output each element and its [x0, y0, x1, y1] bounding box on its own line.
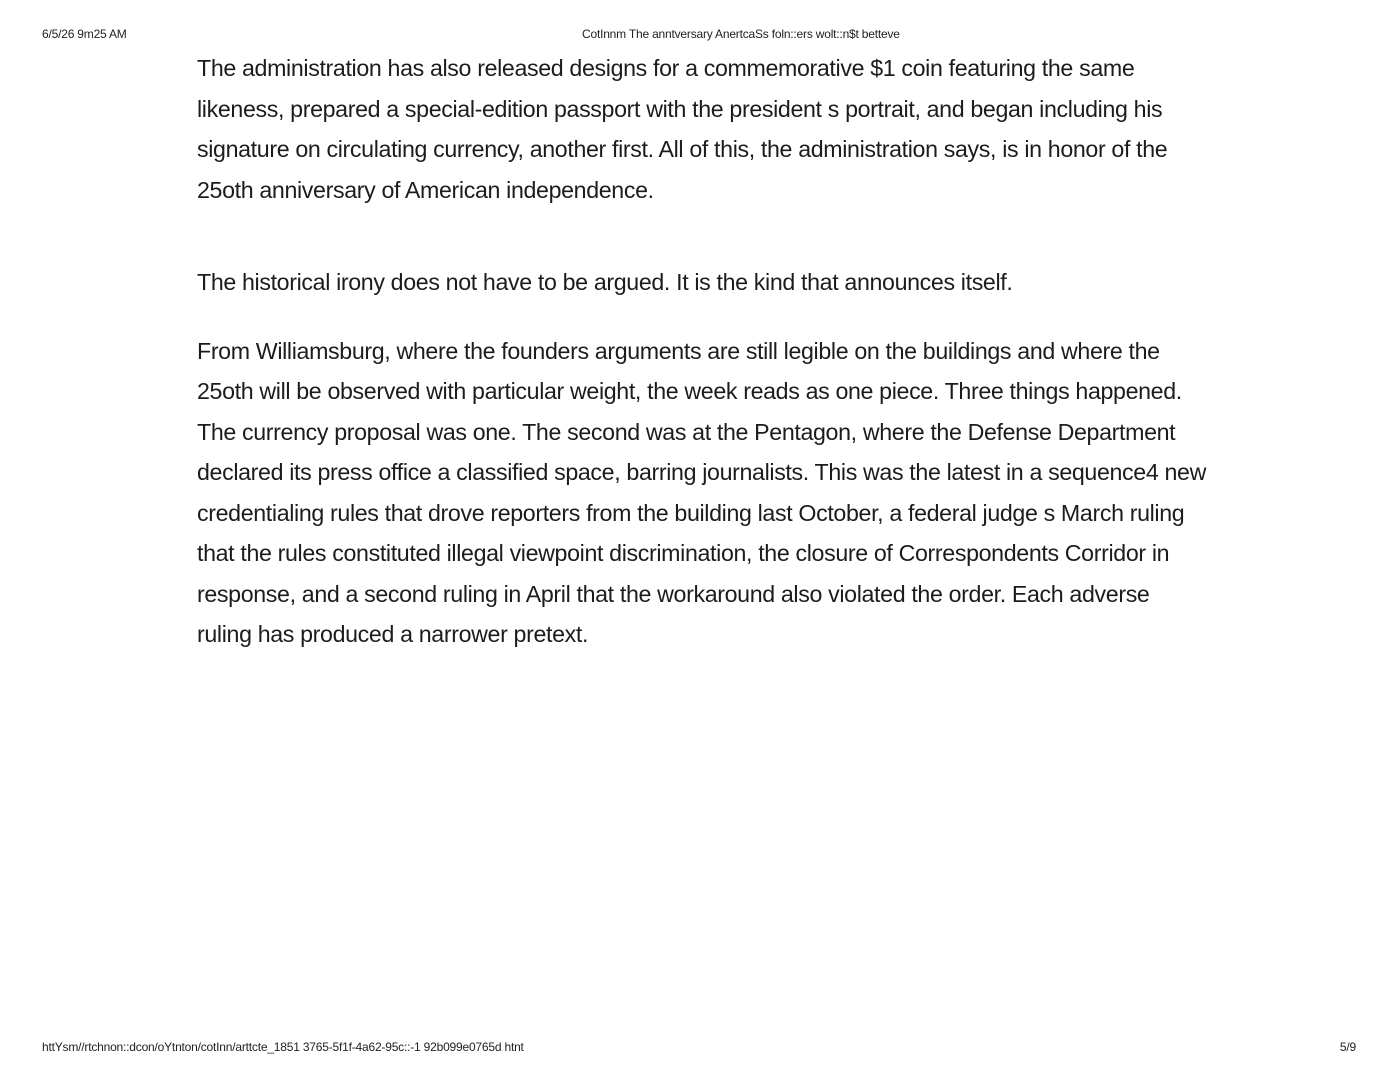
print-datetime: 6/5/26 9m25 AM [42, 27, 127, 41]
print-footer [42, 1040, 1356, 1058]
print-page-title: CotInnm The anntversary AnertcaSs foln::ers wolt::n$t betteve [582, 27, 900, 41]
article-body [197, 48, 1207, 655]
article-paragraph: From Williamsburg, where the founders arguments are still legible on the buildings and where the 25oth will be observed with particular weight, the week reads as one piece. Three things happened. The currency proposal was one. The second was at the Pentagon, where the Defense Department declared its press office a classified space, barring journalists. This was the latest in a sequence4 new credentialing rules that drove reporters from the building last October, a federal judge s March ruling that the rules constituted illegal viewpoint discrimination, the closure of Correspondents Corridor in response, and a second ruling in April that the workaround also violated the order. Each adverse ruling has produced a narrower pretext. [197, 337, 1206, 647]
print-url: httYsm//rtchnon::dcon/oYtnton/cotInn/arttcte_1851 3765-5f1f-4a62-95c::-1 92b099e0765d htnt [42, 1040, 524, 1054]
article-paragraph: The historical irony does not have to be argued. It is the kind that announces itself. [197, 269, 1013, 295]
print-page-number: 5/9 [1339, 1040, 1356, 1054]
article-paragraph: The administration has also released designs for a commemorative $1 coin featuring the same likeness, prepared a special-edition passport with the president s portrait, and began including his signature on circulating currency, another first. All of this, the administration says, is in honor of the 25oth anniversary of American independence. [197, 55, 1168, 203]
print-header [42, 27, 1356, 45]
